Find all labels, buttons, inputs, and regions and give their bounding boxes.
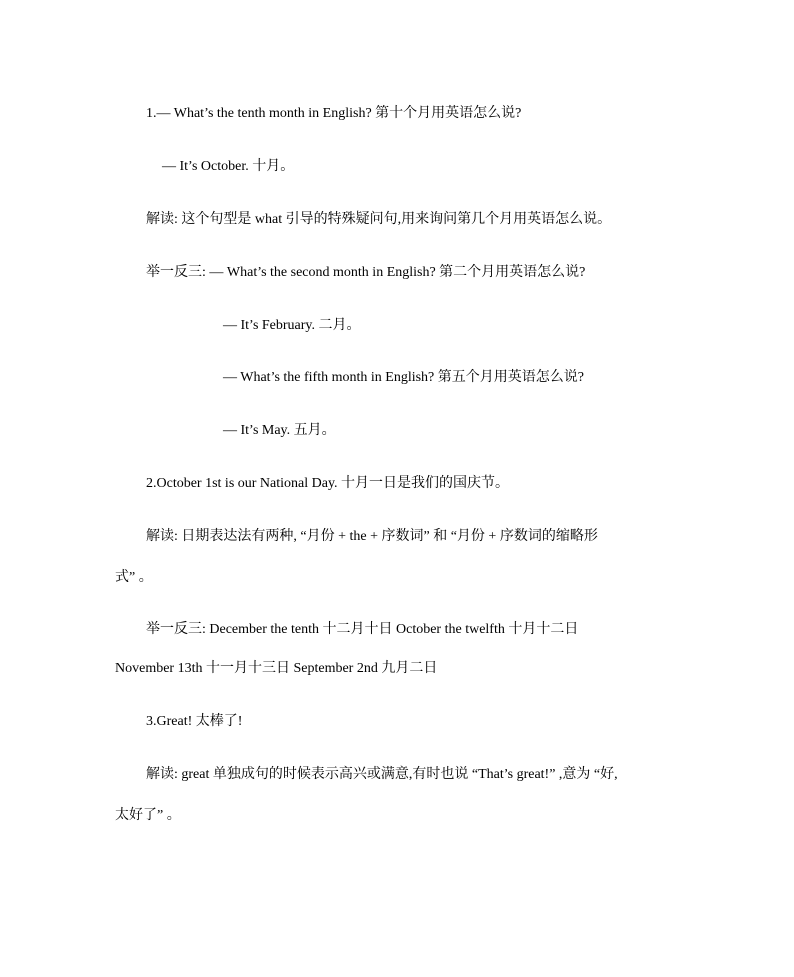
explanation-1: 解读: 这个句型是 what 引导的特殊疑问句,用来询问第几个月用英语怎么说。 — [146, 212, 612, 227]
practice-1-answer-2: — It’s May. 五月。 — [223, 423, 336, 438]
example-2: 2.October 1st is our National Day. 十月一日是我们的国庆节。 — [146, 476, 510, 491]
practice-1-question-2: — What’s the fifth month in English? 第五个月用英语怎么说? — [223, 370, 584, 385]
explanation-3-line-2: 太好了” 。 — [115, 808, 181, 823]
explanation-2-line-1: 解读: 日期表达法有两种, “月份 + the + 序数词” 和 “月份 + 序数词的缩略形 — [146, 529, 598, 544]
explanation-2-line-2: 式” 。 — [115, 570, 153, 585]
example-1-question: 1.— What’s the tenth month in English? 第十个月用英语怎么说? — [146, 106, 522, 121]
example-3: 3.Great! 太棒了! — [146, 714, 243, 729]
practice-2-line-2: November 13th 十一月十三日 September 2nd 九月二日 — [115, 661, 438, 676]
practice-1-question-1: 举一反三: — What’s the second month in English? 第二个月用英语怎么说? — [146, 265, 586, 280]
explanation-3-line-1: 解读: great 单独成句的时候表示高兴或满意,有时也说 “That’s great!” ,意为 “好, — [146, 767, 618, 782]
example-1-answer: — It’s October. 十月。 — [162, 159, 295, 174]
practice-2-line-1: 举一反三: December the tenth 十二月十日 October the twelfth 十月十二日 — [146, 622, 579, 637]
practice-1-answer-1: — It’s February. 二月。 — [223, 318, 361, 333]
